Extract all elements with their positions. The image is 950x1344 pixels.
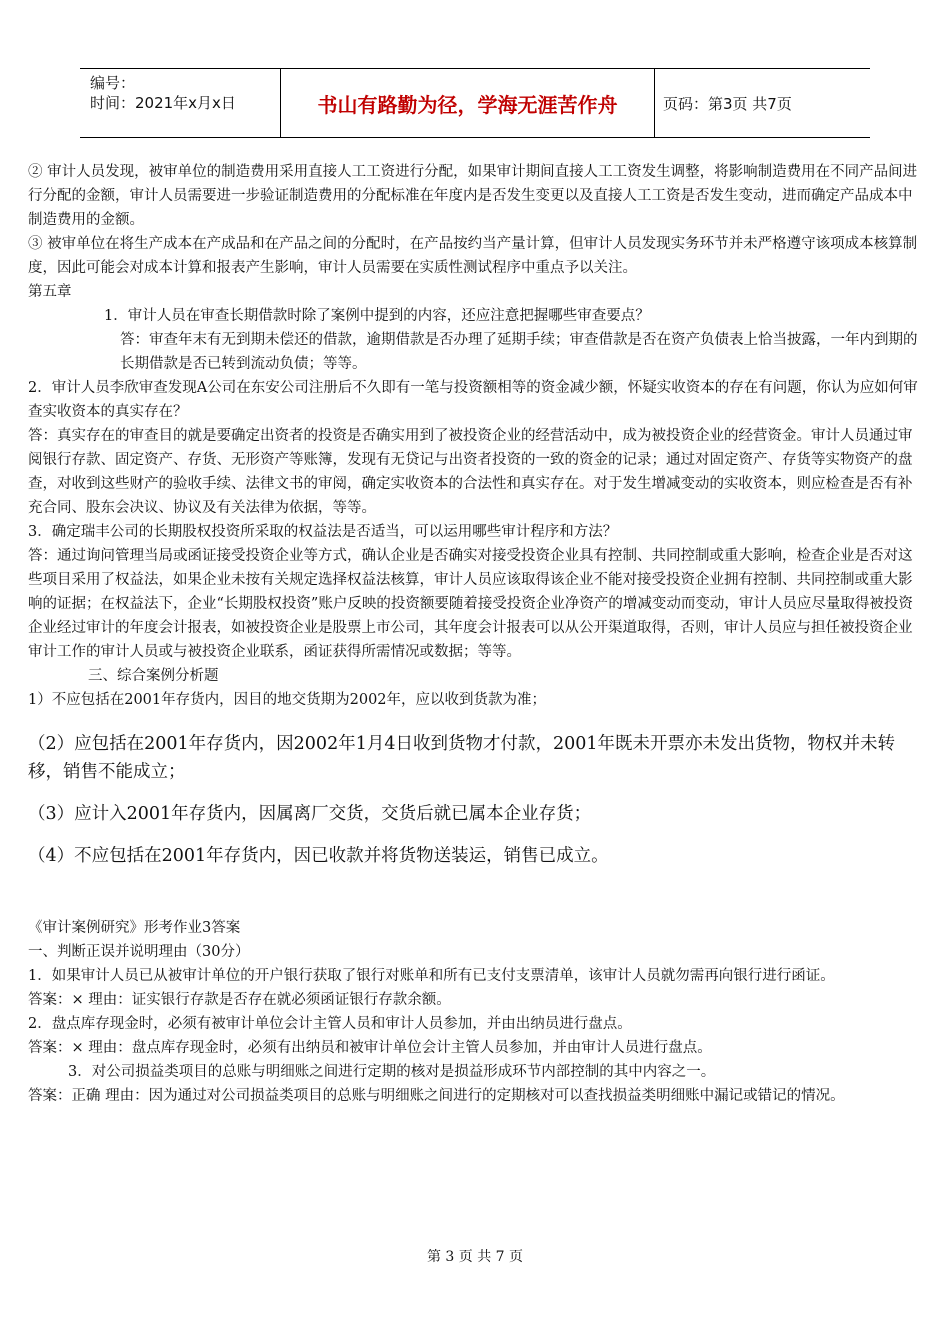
header-left-cell	[80, 69, 280, 137]
case-answer: 1）不应包括在2001年存货内，因目的地交货期为2002年，应以收到货款为准；	[28, 692, 547, 708]
case-answer: （4）不应包括在2001年存货内，因已收款并将货物送装运，销售已成立。	[28, 846, 609, 866]
case-answer: （3）应计入2001年存货内，因属离厂交货，交货后就已属本企业存货；	[28, 804, 592, 824]
header-motto: 书山有路勤为径，学海无涯苦作舟	[280, 69, 655, 137]
answer: 答：审查年末有无到期未偿还的借款，逾期借款是否办理了延期手续；审查借款是否在资产负债表上恰当披露，一年内到期的长期借款是否已转到流动负债；等等。	[120, 332, 918, 372]
assignment-title: 《审计案例研究》形考作业3答案	[28, 920, 241, 936]
question: 1．审计人员在审查长期借款时除了案例中提到的内容，还应注意把握哪些审查要点？	[104, 308, 650, 324]
question: 2．审计人员李欣审查发现A公司在东安公司注册后不久即有一笔与投资额相等的资金减少额，怀疑实收资本的存在有问题，你认为应如何审查实收资本的真实存在？	[28, 380, 918, 420]
section-heading: 一、判断正误并说明理由（30分）	[28, 944, 250, 960]
page-footer: 第 3 页 共 7 页	[426, 1249, 524, 1265]
question: 3．对公司损益类项目的总账与明细账之间进行定期的核对是损益形成环节内部控制的其中内容之一。	[68, 1064, 716, 1080]
paragraph: ③ 被审单位在将生产成本在产成品和在产品之间的分配时，在产品按约当产量计算，但审计人员发现实务环节并未严格遵守该项成本核算制度，因此可能会对成本计算和报表产生影响，审计人员需要在实质性测试程序中重点予以关注。	[28, 236, 918, 276]
question: 2．盘点库存现金时，必须有被审计单位会计主管人员和审计人员参加，并由出纳员进行盘点。	[28, 1016, 632, 1032]
document-number: 编号：	[90, 74, 136, 92]
answer: 答：通过询问管理当局或函证接受投资企业等方式，确认企业是否确实对接受投资企业具有控制、共同控制或重大影响，检查企业是否对这些项目采用了权益法，如果企业未按有关规定选择权益法核算，审计人员应该取得该企业不能对接受投资企业拥有控制、共同控制或重大影响的证据；在权益法下，企业“长期股权投资”账户反映的投资额要随着接受投资企业净资产的增减变动而变动，审计人员应尽量取得被投资企业经过审计的年度会计报表，如被投资企业是股票上市公司，其年度会计报表可以从公开渠道取得，否则，审计人员应与担任被投资企业审计工作的审计人员或与被投资企业联系，函证获得所需情况或数据；等等。	[28, 548, 913, 660]
case-answer: （2）应包括在2001年存货内，因2002年1月4日收到货物才付款，2001年既未开票亦未发出货物，物权并未转移，销售不能成立；	[28, 734, 896, 782]
question: 1．如果审计人员已从被审计单位的开户银行获取了银行对账单和所有已支付支票清单，该审计人员就勿需再向银行进行函证。	[28, 968, 835, 984]
answer: 答：真实存在的审查目的就是要确定出资者的投资是否确实用到了被投资企业的经营活动中，成为被投资企业的经营资金。审计人员通过审阅银行存款、固定资产、存货、无形资产等账簿，发现有无贷记与出资者投资的一致的资金的记录；通过对固定资产、存货等实物资产的盘查，对收到这些财产的验收手续、法律文书的审阅，确定实收资本的合法性和真实存在。对于发生增减变动的实收资本，则应检查是否有补充合同、股东会决议、协议及有关法律为依据，等等。	[28, 428, 913, 516]
answer: 答案：× 理由：盘点库存现金时，必须有出纳员和被审计单位会计主管人员参加，并由审计人员进行盘点。	[28, 1040, 712, 1056]
header-table	[80, 68, 870, 138]
answer: 答案：正确 理由：因为通过对公司损益类项目的总账与明细账之间进行的定期核对可以查找损益类明细账中漏记或错记的情况。	[28, 1088, 845, 1104]
document-body	[28, 160, 923, 1108]
header-page-number: 页码：第3页 共7页	[663, 94, 792, 113]
chapter-heading: 第五章	[28, 284, 72, 300]
question: 3．确定瑞丰公司的长期股权投资所采取的权益法是否适当，可以运用哪些审计程序和方法？	[28, 524, 618, 540]
paragraph: ② 审计人员发现，被审单位的制造费用采用直接人工工资进行分配，如果审计期间直接人工工资发生调整，将影响制造费用在不同产品间进行分配的金额，审计人员需要进一步验证制造费用的分配标准在年度内是否发生变更以及直接人工工资是否发生变动，进而确定产品成本中制造费用的金额。	[28, 164, 918, 228]
document-date: 时间：2021年x月x日	[90, 94, 236, 112]
section-heading: 三、综合案例分析题	[88, 668, 219, 684]
answer: 答案：× 理由：证实银行存款是否存在就必须函证银行存款余额。	[28, 992, 451, 1008]
